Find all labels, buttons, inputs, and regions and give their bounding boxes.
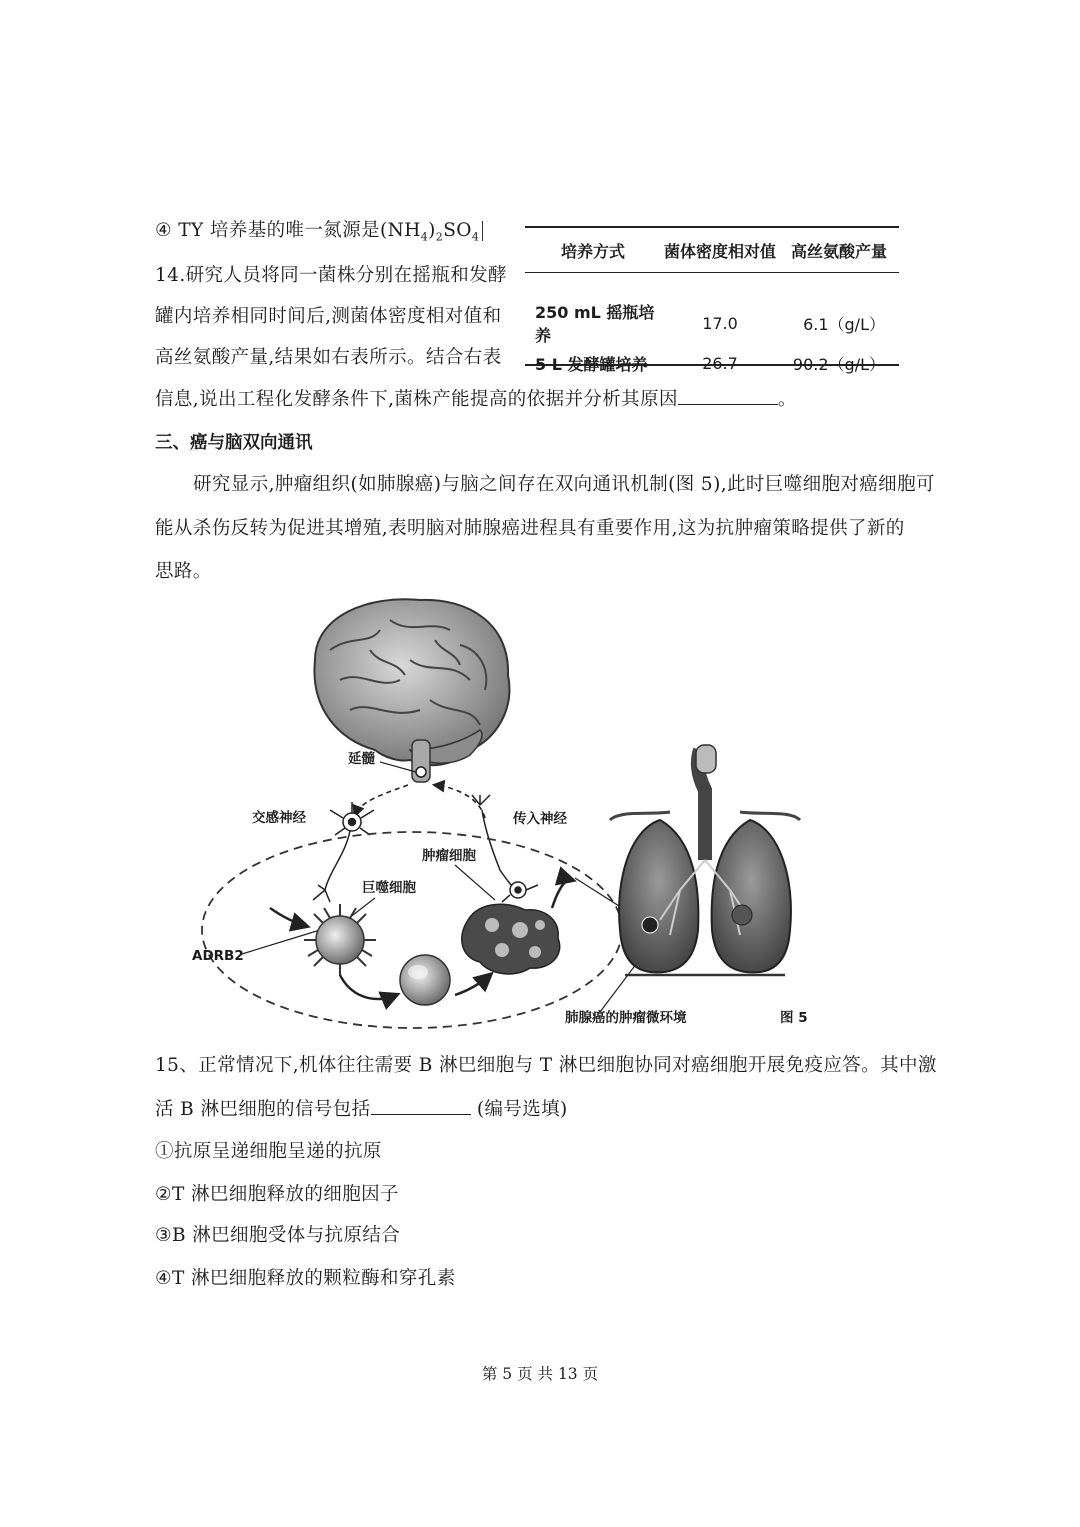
page-footer: 第 5 页 共 13 页 xyxy=(481,1365,599,1383)
table-header: 菌体密度相对值 xyxy=(663,241,776,261)
q14-line-4: 信息,说出工程化发酵条件下,菌株产能提高的依据并分析其原因 。 xyxy=(155,389,797,410)
round-cell xyxy=(400,955,450,1005)
q14-line-3: 高丝氨酸产量,结果如右表所示。结合右表 xyxy=(155,347,502,368)
tumor-cell-label: 肿瘤细胞 xyxy=(422,848,476,864)
table-header: 培养方式 xyxy=(560,241,625,261)
adrb2-label: ADRB2 xyxy=(192,948,244,964)
table-header: 高丝氨酸产量 xyxy=(790,241,887,261)
macrophage-cell xyxy=(304,904,376,976)
culture-table xyxy=(525,226,899,374)
q14-line-2: 罐内培养相同时间后,测菌体密度相对值和 xyxy=(155,306,502,327)
table-cell: 26.7 xyxy=(702,353,738,373)
q15-option: ③B 淋巴细胞受体与抗原结合 xyxy=(155,1225,401,1246)
q15-line-1: 15、正常情况下,机体往往需要 B 淋巴细胞与 T 淋巴细胞协同对癌细胞开展免疫应答。其中激 xyxy=(155,1055,937,1076)
table-cell: 5 L 发酵罐培养 xyxy=(535,354,648,374)
section-para-line-3: 思路。 xyxy=(155,561,212,582)
q15-line-2: 活 B 淋巴细胞的信号包括 (编号选填) xyxy=(155,1099,568,1120)
section-para-line-2: 能从杀伤反转为促进其增殖,表明脑对肺腺癌进程具有重要作用,这为抗肿瘤策略提供了新的 xyxy=(155,518,905,539)
answer-blank[interactable] xyxy=(678,388,778,405)
table-cell: 6.1（g/L） xyxy=(803,314,885,334)
answer-blank[interactable] xyxy=(371,1098,471,1115)
sympathetic-label: 交感神经 xyxy=(252,810,306,826)
table-cell: 90.2（g/L） xyxy=(792,354,885,374)
figure-number: 图 5 xyxy=(780,1010,808,1026)
medulla-label: 延髓 xyxy=(348,751,375,767)
q15-option: ①抗原呈递细胞呈递的抗原 xyxy=(155,1141,382,1162)
afferent-label: 传入神经 xyxy=(513,811,567,827)
section-para-line-1: 研究显示,肿瘤组织(如肺腺癌)与脑之间存在双向通讯机制(图 5),此时巨噬细胞对癌细胞可 xyxy=(193,474,935,495)
table-cell: 250 mL 摇瓶培养 xyxy=(535,303,655,345)
section-title: 三、癌与脑双向通讯 xyxy=(155,433,313,453)
tumor-cluster xyxy=(462,904,560,974)
lungs-illustration xyxy=(610,745,800,975)
q14-line-1: 14.研究人员将同一菌株分别在摇瓶和发酵 xyxy=(155,265,507,286)
q15-option: ④T 淋巴细胞释放的颗粒酶和穿孔素 xyxy=(155,1268,456,1289)
q13-option-4: ④ TY 培养基的唯一氮源是$(NH_4)_2SO_4$ xyxy=(155,216,483,244)
microenvironment-label: 肺腺癌的肿瘤微环境 xyxy=(565,1010,687,1026)
figure-5 xyxy=(180,590,880,1035)
brain-illustration xyxy=(314,599,509,782)
q15-option: ②T 淋巴细胞释放的细胞因子 xyxy=(155,1184,399,1205)
table-cell: 17.0 xyxy=(702,313,738,333)
macrophage-label: 巨噬细胞 xyxy=(362,880,416,896)
